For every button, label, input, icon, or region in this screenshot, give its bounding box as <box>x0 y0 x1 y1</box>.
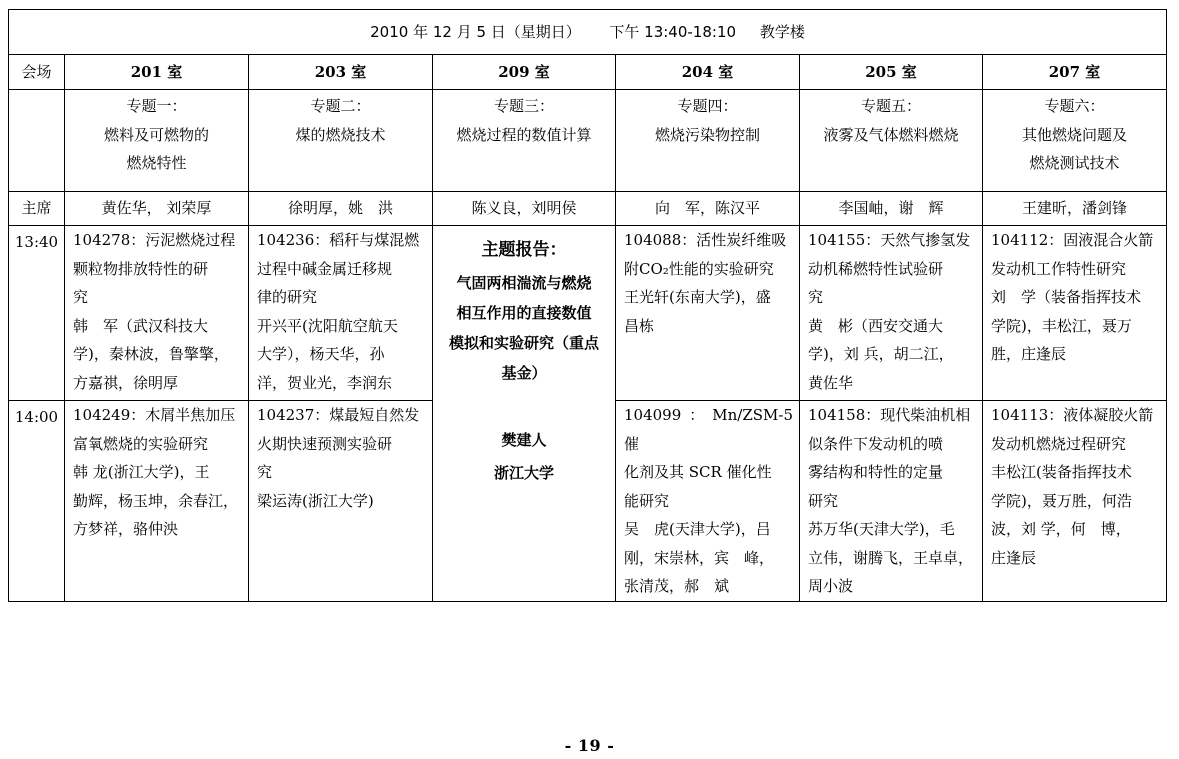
text-line: 发动机燃烧过程研究 <box>991 434 1127 453</box>
keynote-affiliation: 浙江大学 <box>493 464 554 482</box>
paper-104237 <box>249 401 433 602</box>
keynote-speaker: 樊建人 <box>501 431 547 449</box>
text-line: 104158：现代柴油机相 <box>808 406 971 424</box>
room-201: 201 室 <box>65 55 249 90</box>
text-line: 液雾及气体燃料燃烧 <box>823 125 959 144</box>
text-line: 104113：液体凝胶火箭 <box>991 406 1154 424</box>
text-line: 气固两相湍流与燃烧 <box>456 274 592 292</box>
text-line: 燃烧过程的数值计算 <box>456 125 592 144</box>
text-line: 勤辉，杨玉坤，余春江， <box>73 491 239 510</box>
text-line: 王光轩(东南大学)，盛 <box>624 288 771 306</box>
chair-209: 陈义良，刘明侯 <box>433 192 616 226</box>
paper-104113 <box>983 401 1167 602</box>
text-line: 专题五： <box>860 97 921 115</box>
text-line: 立伟，谢腾飞，王卓卓， <box>808 548 974 567</box>
room-203: 203 室 <box>249 55 433 90</box>
text-line: 化剂及其 SCR 催化性 <box>624 463 772 481</box>
text-line: 专题四： <box>677 97 738 115</box>
paper-104158 <box>800 401 983 602</box>
topic-label-empty <box>9 90 65 192</box>
text-line: 梁运涛(浙江大学) <box>257 491 374 510</box>
room-209: 209 室 <box>433 55 616 90</box>
text-line: 大学），杨天华，孙 <box>257 345 385 363</box>
text-line: 相互作用的直接数值 <box>456 304 592 322</box>
text-line: 104088：活性炭纤维吸 <box>624 231 787 249</box>
chair-204: 向 军，陈汉平 <box>616 192 800 226</box>
text-line: 燃烧特性 <box>126 154 187 172</box>
text-line: 雾结构和特性的定量 <box>808 463 944 481</box>
paper-104112 <box>983 226 1167 401</box>
topic-3 <box>433 90 616 192</box>
text-line: 附CO₂性能的实验研究 <box>624 259 774 278</box>
text-line: 燃料及可燃物的 <box>103 125 209 144</box>
text-line: 专题六： <box>1044 97 1105 115</box>
text-line: 104112：固液混合火箭 <box>991 231 1154 249</box>
text-line: 学院)，聂万胜，何浩 <box>991 491 1132 510</box>
topic-2 <box>249 90 433 192</box>
topic-5 <box>800 90 983 192</box>
text-line: 韩 龙(浙江大学)，王 <box>73 463 210 481</box>
text-line: 能研究 <box>624 491 670 510</box>
session-venue: 教学楼 <box>759 22 805 41</box>
session-title <box>9 10 1167 55</box>
text-line: 学院)，丰松江，聂万 <box>991 316 1132 335</box>
page-number: - 19 - <box>564 736 615 755</box>
text-line: 庄逢辰 <box>991 548 1037 567</box>
text-line: 开兴平(沈阳航空航天 <box>257 316 398 335</box>
chair-205: 李国岫，谢 辉 <box>800 192 983 226</box>
text-line: 丰松江(装备指挥技术 <box>991 463 1132 481</box>
text-line: 刚，宋崇林，宾 峰， <box>624 548 775 567</box>
text-line: 专题二： <box>310 97 371 115</box>
session-time: 下午 13:40-18:10 <box>609 22 737 41</box>
keynote-title <box>433 268 615 388</box>
text-line: 基金） <box>501 364 547 382</box>
text-line: 张清茂，郝 斌 <box>624 577 730 595</box>
text-line: 波，刘 学，何 博， <box>991 520 1131 538</box>
chair-203: 徐明厚，姚 洪 <box>249 192 433 226</box>
text-line: 过程中碱金属迁移规 <box>257 259 393 278</box>
room-205: 205 室 <box>800 55 983 90</box>
text-line: 104249：木屑半焦加压 <box>73 406 236 424</box>
text-line: 胜，庄逢辰 <box>991 345 1067 363</box>
text-line: 104237：煤最短自然发 <box>257 406 420 424</box>
text-line: 富氧燃烧的实验研究 <box>73 434 209 453</box>
text-line: 专题三： <box>493 97 554 115</box>
text-line: 研究 <box>808 491 839 510</box>
text-line: 学)，秦林波，鲁擎擎， <box>73 345 229 363</box>
schedule-table <box>8 9 1167 602</box>
text-line: 究 <box>257 463 273 481</box>
text-line: 吴 虎(天津大学)，吕 <box>624 520 771 538</box>
topic-6 <box>983 90 1167 192</box>
paper-104088 <box>616 226 800 401</box>
text-line: 洋，贺业光，李润东 <box>257 373 393 392</box>
venue-label: 会场 <box>9 55 65 90</box>
text-line: 刘 学（装备指挥技术 <box>991 288 1142 306</box>
text-line: 发动机工作特性研究 <box>991 259 1127 278</box>
text-line: 颗粒物排放特性的研 <box>73 259 209 278</box>
text-line: 动机稀燃特性试验研 <box>808 259 944 278</box>
paper-104278 <box>65 226 249 401</box>
text-line: 律的研究 <box>257 288 318 306</box>
text-line: 究 <box>73 288 89 306</box>
text-line: 燃烧污染物控制 <box>654 125 760 144</box>
text-line: 学)，刘 兵，胡二江， <box>808 345 954 363</box>
paper-104099 <box>616 401 800 602</box>
chair-207: 王建昕，潘剑锋 <box>983 192 1167 226</box>
text-line: 昌栋 <box>624 316 655 335</box>
keynote-report <box>433 226 616 602</box>
text-line: 似条件下发动机的喷 <box>808 434 944 453</box>
chair-label: 主席 <box>9 192 65 226</box>
paper-104236 <box>249 226 433 401</box>
slot-1340-row <box>9 226 1167 401</box>
room-207: 207 室 <box>983 55 1167 90</box>
text-line: 煤的燃烧技术 <box>295 125 386 144</box>
text-line: 究 <box>808 288 824 306</box>
text-line: 104236：稻秆与煤混燃 <box>257 231 420 249</box>
session-date: 2010 年 12 月 5 日（星期日） <box>370 22 581 41</box>
text-line: 黄 彬（西安交通大 <box>808 316 944 335</box>
text-line: 其他燃烧问题及 <box>1022 125 1128 144</box>
text-line: 方梦祥，骆仲泱 <box>73 520 179 538</box>
topic-4 <box>616 90 800 192</box>
paper-104155 <box>800 226 983 401</box>
text-line: 专题一： <box>126 97 187 115</box>
text-line: 燃烧测试技术 <box>1029 154 1120 172</box>
text-line: 火期快速预测实验研 <box>257 434 393 453</box>
text-line: 模拟和实验研究（重点 <box>448 334 599 352</box>
text-line: 104278：污泥燃烧过程 <box>73 231 236 249</box>
chair-row <box>9 192 1167 226</box>
text-line: 黄佐华 <box>808 373 854 392</box>
room-204: 204 室 <box>616 55 800 90</box>
text-line: 苏万华(天津大学)，毛 <box>808 520 955 538</box>
text-line: 方嘉祺，徐明厚 <box>73 373 179 392</box>
text-line: 104155：天然气掺氢发 <box>808 231 971 249</box>
text-line: 韩 军（武汉科技大 <box>73 316 209 335</box>
topic-row <box>9 90 1167 192</box>
room-header-row <box>9 55 1167 90</box>
slot-time-1340: 13:40 <box>9 226 65 401</box>
keynote-heading: 主题报告： <box>481 240 567 260</box>
chair-201: 黄佐华， 刘荣厚 <box>65 192 249 226</box>
text-line: 周小波 <box>808 577 854 595</box>
slot-time-1400: 14:00 <box>9 401 65 602</box>
paper-104249 <box>65 401 249 602</box>
topic-1 <box>65 90 249 192</box>
text-line: 104099：Mn/ZSM-5 催 <box>624 406 793 453</box>
